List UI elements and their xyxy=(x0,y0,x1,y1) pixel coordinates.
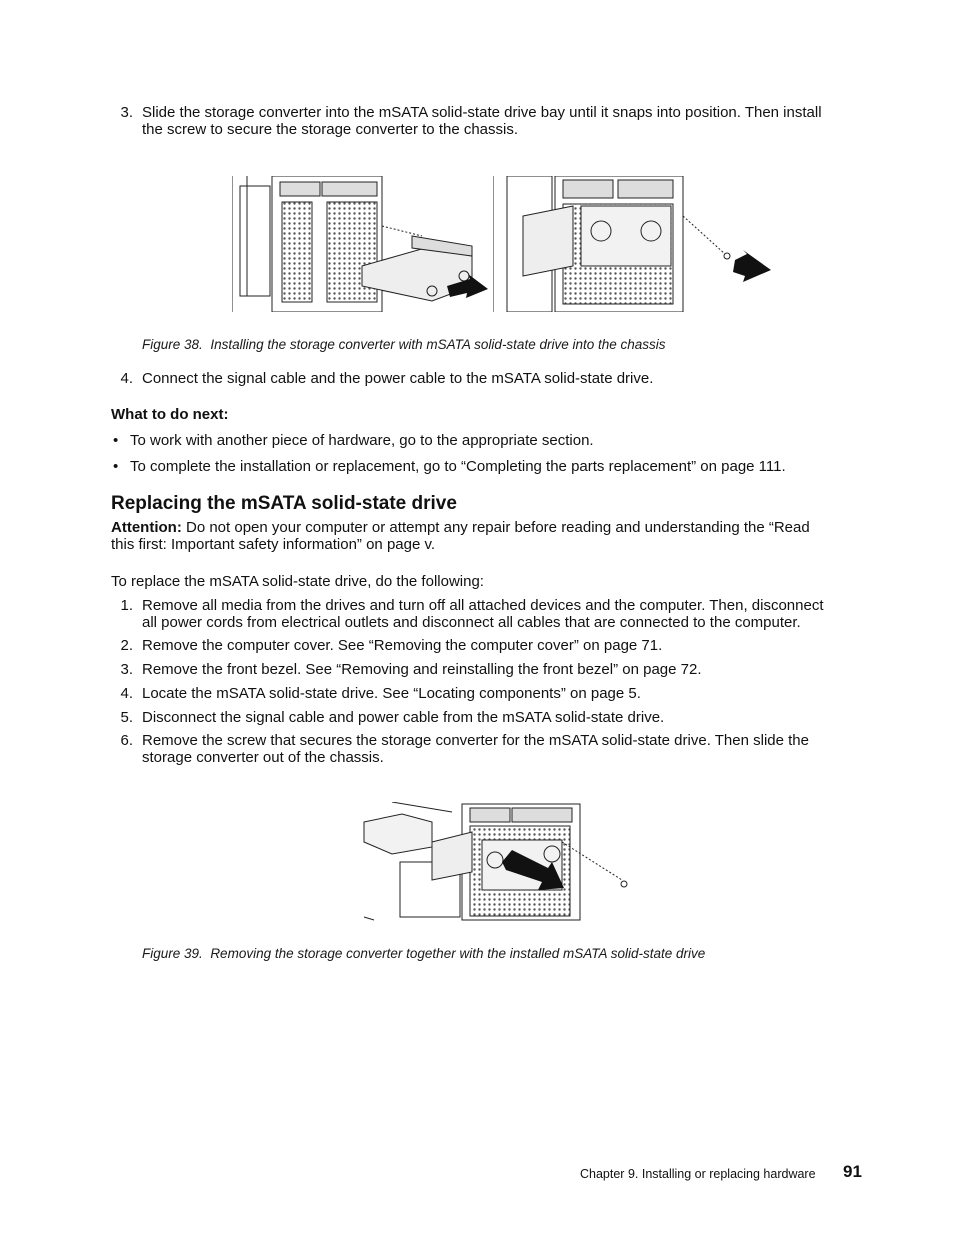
figure-38-illustration-right xyxy=(493,176,775,312)
replace-step-3-text: Remove the front bezel. See “Removing and reinstalling the front bezel” on page 72. xyxy=(142,661,702,678)
step-4-text: Connect the signal cable and the power cable to the mSATA solid-state drive. xyxy=(142,370,654,387)
step-4-number: 4. xyxy=(120,370,133,387)
attention-line-2: this first: Important safety information” on page v. xyxy=(111,536,436,553)
attention-line-1 xyxy=(111,519,810,536)
replace-step-5-number: 5. xyxy=(120,709,133,726)
figure-39-text: Removing the storage converter together with the installed mSATA solid-state drive xyxy=(210,946,706,961)
figure-38-illustration-left xyxy=(232,176,488,312)
replace-step-2-text: Remove the computer cover. See “Removing the computer cover” on page 71. xyxy=(142,637,663,654)
footer-page-number: 91 xyxy=(843,1162,862,1181)
replace-step-1-number: 1. xyxy=(120,597,133,614)
bullet-1-text: To work with another piece of hardware, go to the appropriate section. xyxy=(130,432,594,449)
figure-39-illustration xyxy=(362,802,632,922)
figure-38-label: Figure 38. xyxy=(142,337,203,352)
attention-label: Attention: xyxy=(111,519,182,536)
section-heading: Replacing the mSATA solid-state drive xyxy=(111,493,457,514)
replace-step-4-text: Locate the mSATA solid-state drive. See “Locating components” on page 5. xyxy=(142,685,641,702)
figure-38-text: Installing the storage converter with mSATA solid-state drive into the chassis xyxy=(210,337,666,352)
what-to-do-next-heading: What to do next: xyxy=(111,406,229,423)
replace-step-6-line-2: storage converter out of the chassis. xyxy=(142,749,384,766)
bullet-2-text: To complete the installation or replacement, go to “Completing the parts replacement” on page 111. xyxy=(130,458,786,475)
attention-text-1: Do not open your computer or attempt any repair before reading and understanding the “Read xyxy=(185,519,810,536)
figure-39-caption xyxy=(142,945,705,962)
replace-step-6-line-1: Remove the screw that secures the storage converter for the mSATA solid-state drive. Then slide the xyxy=(142,732,809,749)
replace-step-2-number: 2. xyxy=(120,637,133,654)
replace-step-6-number: 6. xyxy=(120,732,133,749)
replace-step-1-line-2: all power cords from electrical outlets and disconnect all cables that are connected to the computer. xyxy=(142,614,801,631)
replace-step-3-number: 3. xyxy=(120,661,133,678)
replace-step-1-line-1: Remove all media from the drives and turn off all attached devices and the computer. Then, disconnect xyxy=(142,597,824,614)
replace-step-4-number: 4. xyxy=(120,685,133,702)
step-3-number: 3. xyxy=(120,104,133,121)
intro-text: To replace the mSATA solid-state drive, do the following: xyxy=(111,573,484,590)
figure-38-caption xyxy=(142,336,666,353)
bullet-1-marker: • xyxy=(113,432,119,449)
step-3-line-2: the screw to secure the storage converter to the chassis. xyxy=(142,121,519,138)
replace-step-5-text: Disconnect the signal cable and power cable from the mSATA solid-state drive. xyxy=(142,709,665,726)
bullet-2-marker: • xyxy=(113,458,119,475)
figure-39-label: Figure 39. xyxy=(142,946,203,961)
step-3-line-1: Slide the storage converter into the mSATA solid-state drive bay until it snaps into position. Then install xyxy=(142,104,822,121)
footer-chapter: Chapter 9. Installing or replacing hardware xyxy=(580,1167,816,1181)
